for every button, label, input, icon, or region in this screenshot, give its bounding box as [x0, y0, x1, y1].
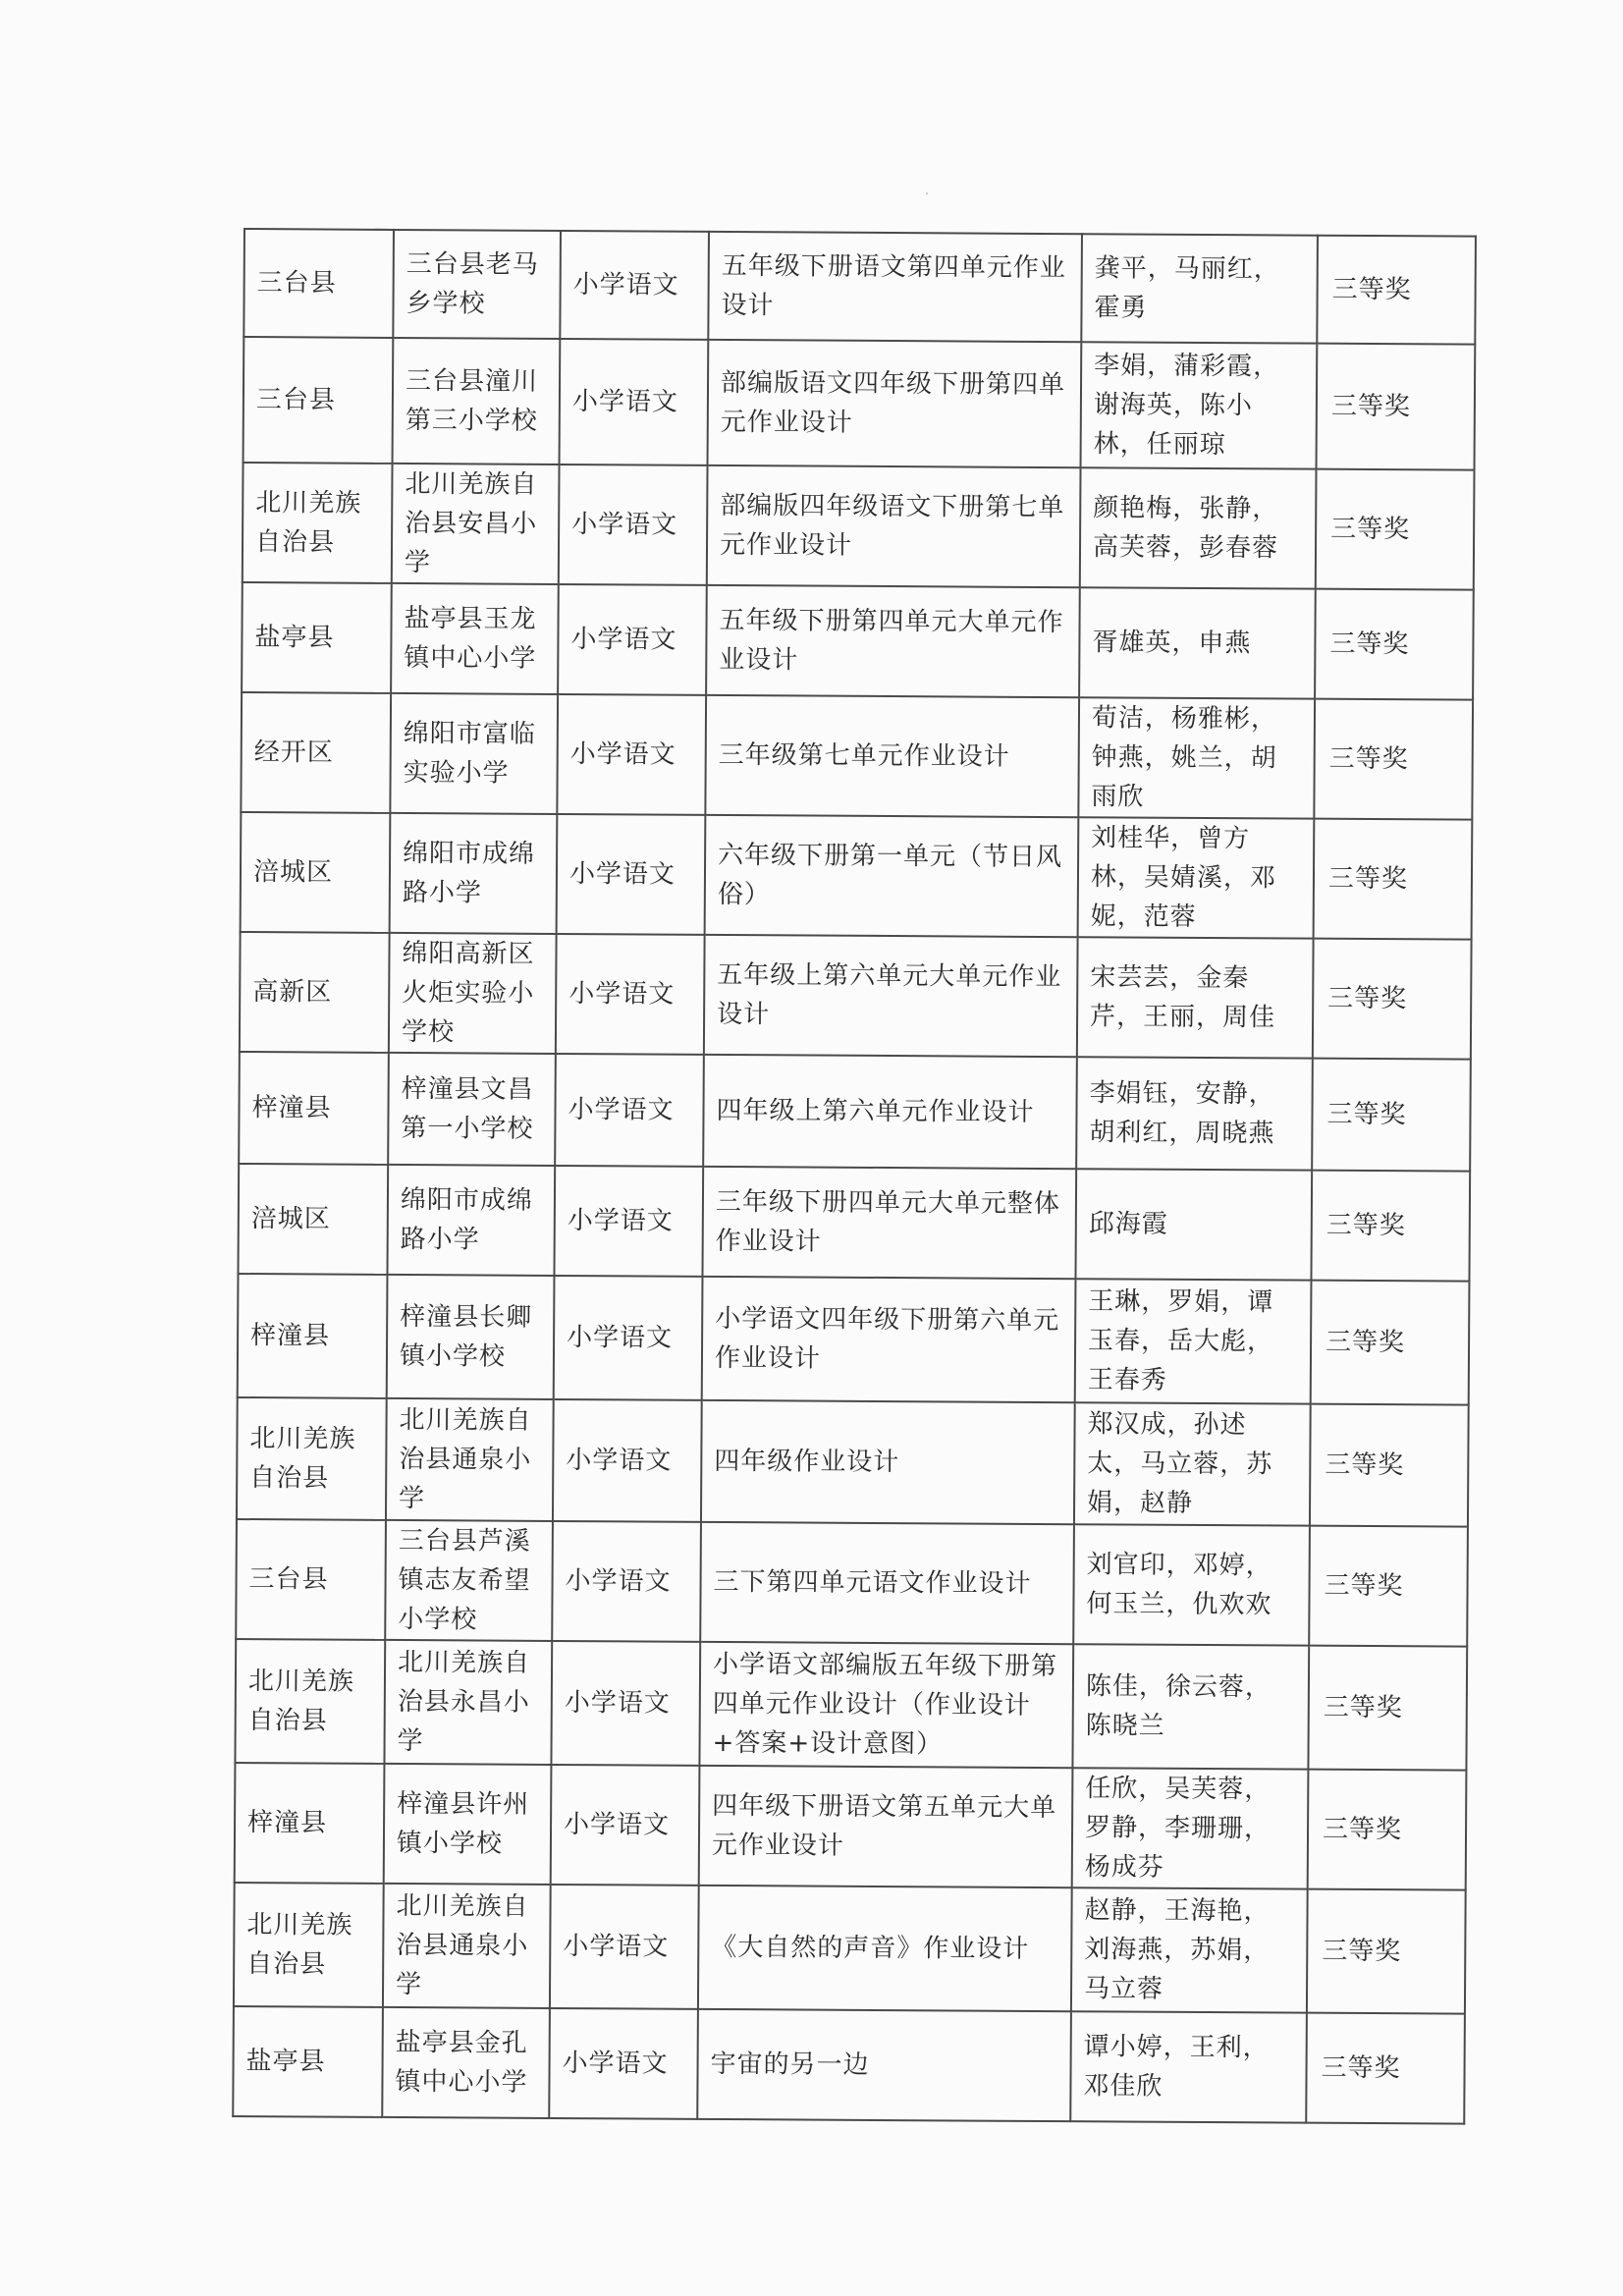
county-cell: 三台县 [243, 229, 394, 338]
title-cell: 四年级作业设计 [701, 1400, 1075, 1524]
table-row [236, 1519, 1468, 1647]
table-row [243, 463, 1475, 590]
title-cell: 小学语文四年级下册第六单元作业设计 [702, 1277, 1076, 1402]
title-cell: 四年级下册语文第五单元大单元作业设计 [699, 1766, 1073, 1887]
prize-cell: 三等奖 [1309, 1526, 1468, 1647]
table-row [240, 932, 1472, 1060]
table-row [243, 337, 1476, 470]
subject-cell: 小学语文 [557, 694, 706, 815]
subject-cell: 小学语文 [559, 465, 708, 585]
prize-cell: 三等奖 [1311, 1171, 1470, 1282]
subject-cell: 小学语文 [560, 231, 709, 340]
title-cell: 三年级第七单元作业设计 [705, 695, 1079, 817]
school-cell: 盐亭县金孔镇中心小学 [382, 2007, 550, 2118]
county-cell: 北川羌族自治县 [235, 1639, 385, 1764]
table-row [234, 1883, 1466, 2014]
title-cell: 三年级下册四单元大单元整体作业设计 [702, 1167, 1076, 1279]
authors-cell: 邱海霞 [1075, 1169, 1312, 1280]
subject-cell: 小学语文 [551, 1641, 700, 1766]
subject-cell: 小学语文 [556, 934, 705, 1055]
school-cell: 北川羌族自治县安昌小学 [392, 464, 560, 584]
county-cell: 北川羌族自治县 [234, 1883, 384, 2007]
school-cell: 三台县老马乡学校 [393, 230, 561, 339]
county-cell: 北川羌族自治县 [237, 1397, 387, 1520]
prize-cell: 三等奖 [1313, 939, 1472, 1060]
authors-cell: 任欣，吴芙蓉，罗静，李珊珊，杨成芬 [1072, 1768, 1309, 1888]
school-cell: 北川羌族自治县永昌小学 [384, 1640, 552, 1765]
authors-cell: 李娟钰，安静，胡利红，周晓燕 [1076, 1057, 1313, 1170]
title-cell: 四年级上第六单元作业设计 [703, 1055, 1077, 1169]
awards-table [232, 228, 1477, 2125]
prize-cell: 三等奖 [1317, 344, 1476, 470]
county-cell: 梓潼县 [235, 1763, 385, 1884]
prize-cell: 三等奖 [1311, 1281, 1470, 1405]
scan-speck [926, 192, 928, 194]
authors-cell: 龚平，马丽红，霍勇 [1081, 234, 1318, 343]
authors-cell: 李娟，蒲彩霞，谢海英，陈小林，任丽琼 [1081, 342, 1318, 468]
school-cell: 梓潼县文昌第一小学校 [388, 1053, 556, 1166]
school-cell: 三台县潼川第三小学校 [393, 338, 561, 465]
authors-cell: 陈佳，徐云蓉，陈晓兰 [1072, 1644, 1309, 1769]
prize-cell: 三等奖 [1312, 1059, 1471, 1172]
authors-cell: 郑汉成，孙述太，马立蓉，苏娟，赵静 [1074, 1402, 1311, 1525]
subject-cell: 小学语文 [555, 1054, 704, 1167]
prize-cell: 三等奖 [1308, 1770, 1467, 1890]
prize-cell: 三等奖 [1315, 589, 1474, 700]
prize-cell: 三等奖 [1314, 819, 1473, 940]
subject-cell: 小学语文 [554, 1276, 703, 1400]
prize-cell: 三等奖 [1316, 469, 1475, 590]
school-cell: 绵阳市富临实验小学 [390, 693, 558, 814]
authors-cell: 胥雄英，申燕 [1079, 587, 1316, 698]
subject-cell: 小学语文 [560, 339, 709, 465]
county-cell: 三台县 [236, 1519, 386, 1640]
table-row [238, 1164, 1470, 1282]
county-cell: 梓潼县 [238, 1274, 388, 1398]
table-row [242, 582, 1474, 700]
school-cell: 梓潼县长卿镇小学校 [387, 1275, 555, 1399]
title-cell: 宇宙的另一边 [697, 2009, 1071, 2121]
school-cell: 绵阳市成绵路小学 [387, 1165, 555, 1276]
subject-cell: 小学语文 [552, 1521, 701, 1642]
table-row [243, 229, 1476, 345]
table-row [235, 1639, 1467, 1771]
subject-cell: 小学语文 [551, 1765, 700, 1886]
school-cell: 绵阳市成绵路小学 [390, 813, 558, 934]
school-cell: 三台县芦溪镇志友希望小学校 [385, 1520, 553, 1641]
authors-cell: 荀洁，杨雅彬，钟燕，姚兰，胡雨欣 [1078, 697, 1315, 818]
county-cell: 经开区 [241, 692, 391, 813]
subject-cell: 小学语文 [553, 1399, 702, 1522]
prize-cell: 三等奖 [1308, 1646, 1467, 1771]
table-row [241, 692, 1473, 820]
table-row [239, 1052, 1471, 1172]
authors-cell: 王琳，罗娟，谭玉春，岳大彪，王春秀 [1075, 1279, 1312, 1403]
title-cell: 五年级上第六单元大单元作业设计 [704, 935, 1078, 1057]
authors-cell: 谭小婷，王利，邓佳欣 [1070, 2011, 1307, 2122]
awards-table-body [233, 229, 1476, 2124]
school-cell: 绵阳高新区火炬实验小学校 [389, 933, 557, 1054]
county-cell: 梓潼县 [239, 1052, 389, 1165]
title-cell: 六年级下册第一单元（节日风俗） [705, 815, 1079, 937]
table-row [237, 1397, 1469, 1527]
authors-cell: 颜艳梅，张静，高芙蓉，彭春蓉 [1080, 467, 1317, 588]
prize-cell: 三等奖 [1307, 1889, 1466, 2014]
title-cell: 部编版语文四年级下册第四单元作业设计 [708, 340, 1082, 467]
county-cell: 涪城区 [238, 1164, 388, 1275]
table-row [233, 2006, 1465, 2124]
subject-cell: 小学语文 [554, 1166, 703, 1277]
subject-cell: 小学语文 [549, 2008, 698, 2119]
table-row [235, 1763, 1467, 1890]
county-cell: 涪城区 [241, 812, 391, 933]
authors-cell: 刘桂华，曾方林，吴婧溪，邓妮，范蓉 [1078, 817, 1315, 938]
county-cell: 高新区 [240, 932, 390, 1053]
county-cell: 三台县 [243, 337, 394, 464]
table-row [238, 1274, 1470, 1405]
title-cell: 小学语文部编版五年级下册第四单元作业设计（作业设计+答案+设计意图） [699, 1642, 1073, 1768]
school-cell: 北川羌族自治县通泉小学 [386, 1398, 554, 1521]
school-cell: 北川羌族自治县通泉小学 [383, 1884, 551, 2008]
county-cell: 盐亭县 [242, 582, 392, 693]
prize-cell: 三等奖 [1317, 236, 1476, 345]
title-cell: 部编版四年级语文下册第七单元作业设计 [707, 465, 1081, 587]
prize-cell: 三等奖 [1306, 2013, 1465, 2124]
county-cell: 北川羌族自治县 [243, 463, 393, 583]
subject-cell: 小学语文 [550, 1885, 699, 2009]
authors-cell: 赵静，王海艳，刘海燕，苏娟，马立蓉 [1071, 1887, 1308, 2012]
prize-cell: 三等奖 [1310, 1404, 1469, 1527]
title-cell: 五年级下册语文第四单元作业设计 [708, 232, 1082, 342]
title-cell: 《大自然的声音》作业设计 [698, 1886, 1072, 2011]
prize-cell: 三等奖 [1314, 699, 1473, 820]
authors-cell: 宋芸芸，金秦芹，王丽，周佳 [1077, 937, 1314, 1058]
table-row [241, 812, 1473, 940]
title-cell: 五年级下册第四单元大单元作业设计 [706, 585, 1080, 697]
school-cell: 盐亭县玉龙镇中心小学 [391, 583, 559, 694]
school-cell: 梓潼县许州镇小学校 [384, 1764, 552, 1885]
subject-cell: 小学语文 [558, 584, 707, 695]
county-cell: 盐亭县 [233, 2006, 383, 2117]
subject-cell: 小学语文 [557, 814, 706, 935]
authors-cell: 刘官印，邓婷，何玉兰，仇欢欢 [1073, 1524, 1310, 1645]
title-cell: 三下第四单元语文作业设计 [700, 1522, 1074, 1644]
